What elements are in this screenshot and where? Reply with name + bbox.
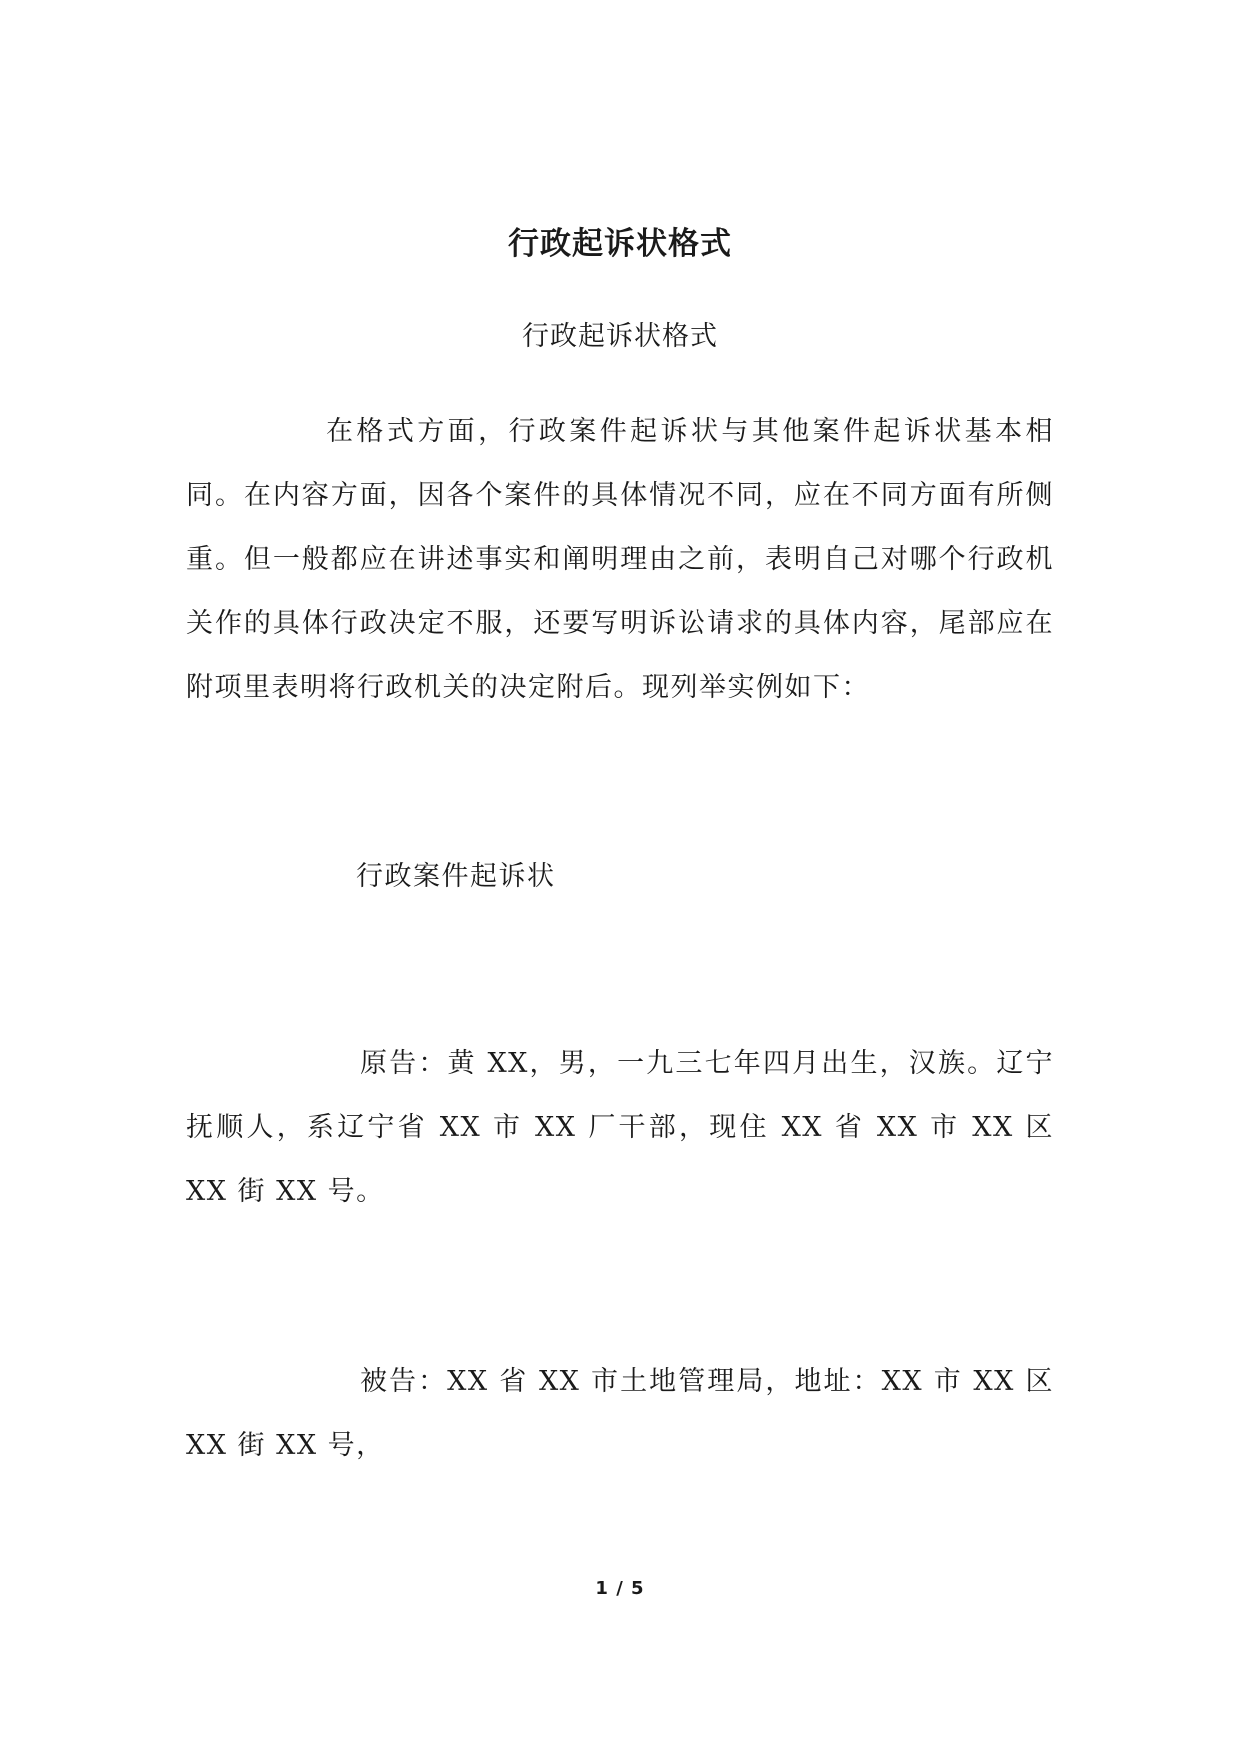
page-number: 1 / 5	[595, 1578, 645, 1599]
complaint-heading: 行政案件起诉状	[356, 861, 556, 892]
plaintiff-paragraph: 原告：黄 XX，男，一九三七年四月出生，汉族。辽宁抚顺人，系辽宁省 XX 市 XX 厂干部，现住 XX 省 XX 市 XX 区 XX 街 XX 号。	[186, 1048, 1054, 1207]
document-title: 行政起诉状格式	[508, 226, 732, 262]
document-subtitle: 行政起诉状格式	[522, 321, 718, 352]
intro-paragraph: 在格式方面，行政案件起诉状与其他案件起诉状基本相同。在内容方面，因各个案件的具体情况不同，应在不同方面有所侧重。但一般都应在讲述事实和阐明理由之前，表明自己对哪个行政机关作的具体行政决定不服，还要写明诉讼请求的具体内容，尾部应在附项里表明将行政机关的决定附后。现列举实例如下：	[186, 416, 1054, 703]
defendant-paragraph: 被告：XX 省 XX 市土地管理局，地址：XX 市 XX 区 XX 街 XX 号，	[186, 1366, 1054, 1461]
